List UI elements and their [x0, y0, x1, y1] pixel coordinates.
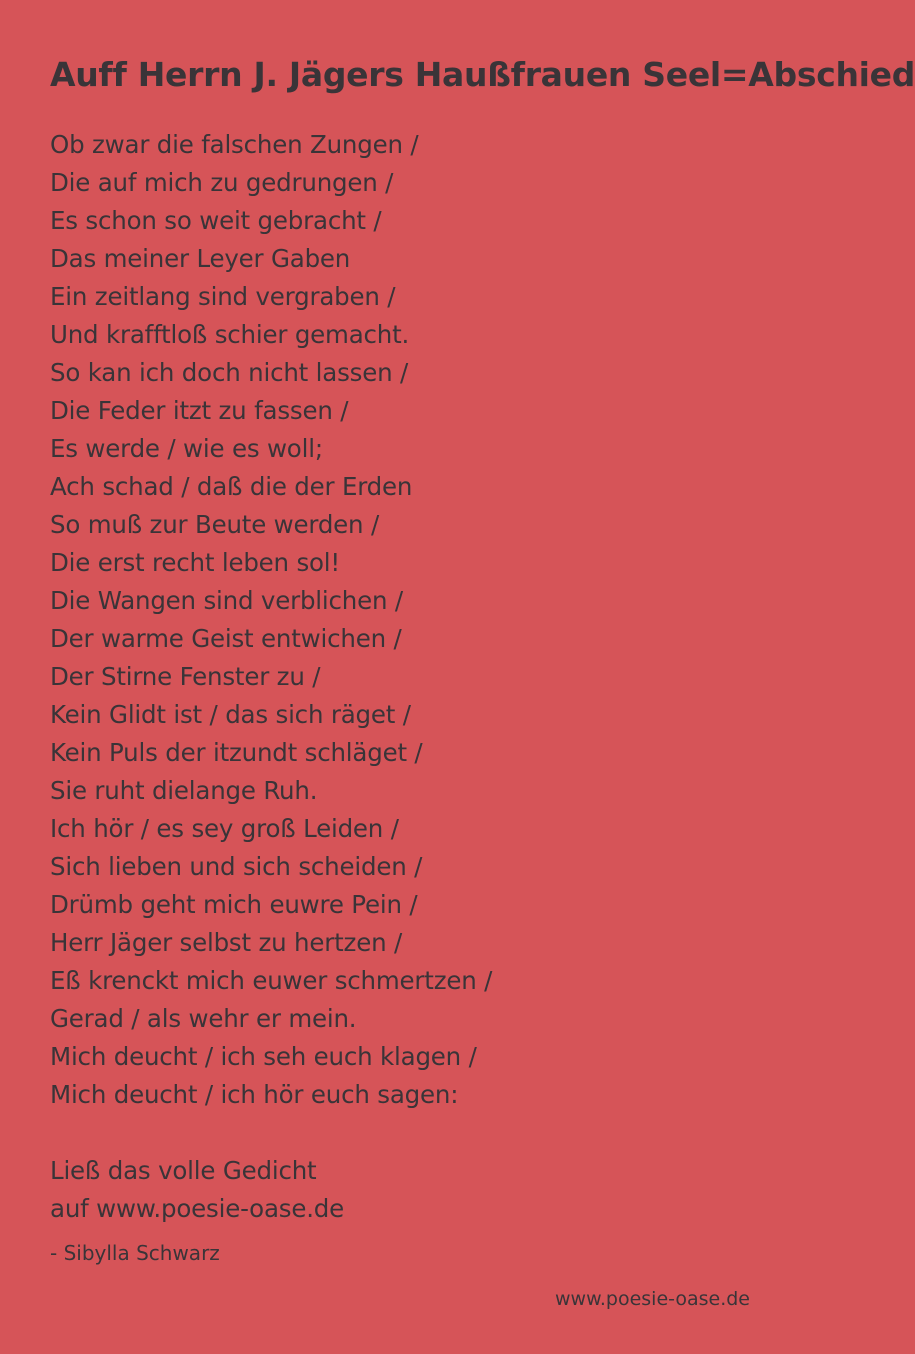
- poem-line: Die erst recht leben sol!: [50, 548, 341, 577]
- poem-line: Ob zwar die falschen Zungen /: [50, 130, 419, 159]
- poem-line: Eß krenckt mich euwer schmertzen /: [50, 966, 493, 995]
- poem-line: Die Wangen sind verblichen /: [50, 586, 403, 615]
- author-credit: - Sibylla Schwarz: [50, 1241, 220, 1265]
- poem-line: Der warme Geist entwichen /: [50, 624, 402, 653]
- poem-line: Ach schad / daß die der Erden: [50, 472, 413, 501]
- poem-line: Ein zeitlang sind vergraben /: [50, 282, 396, 311]
- poem-line: Sich lieben und sich scheiden /: [50, 852, 423, 881]
- poem-line: Mich deucht / ich hör euch sagen:: [50, 1080, 459, 1109]
- poem-line: Kein Puls der itzundt schläget /: [50, 738, 423, 767]
- site-watermark: www.poesie-oase.de: [554, 1288, 750, 1310]
- poem-line: Der Stirne Fenster zu /: [50, 662, 321, 691]
- poem-line: Es schon so weit gebracht /: [50, 206, 382, 235]
- cta-link-text: auf www.poesie-oase.de: [50, 1194, 345, 1223]
- poem-line: So muß zur Beute werden /: [50, 510, 380, 539]
- poem-line: Gerad / als wehr er mein.: [50, 1004, 357, 1033]
- cta-line: Ließ das volle Gedicht: [50, 1156, 317, 1185]
- poem-line: Das meiner Leyer Gaben: [50, 244, 351, 273]
- poem-line: Die auf mich zu gedrungen /: [50, 168, 394, 197]
- poem-title: Auff Herrn J. Jägers Haußfrauen Seel=Abschied: [50, 55, 915, 94]
- poem-body: [50, 126, 492, 1114]
- poem-line: Sie ruht dielange Ruh.: [50, 776, 318, 805]
- poem-line: Die Feder itzt zu fassen /: [50, 396, 349, 425]
- poem-line: Drümb geht mich euwre Pein /: [50, 890, 418, 919]
- poem-line: So kan ich doch nicht lassen /: [50, 358, 409, 387]
- poem-line: Kein Glidt ist / das sich räget /: [50, 700, 411, 729]
- poem-line: Ich hör / es sey groß Leiden /: [50, 814, 399, 843]
- poem-line: Und krafftloß schier gemacht.: [50, 320, 410, 349]
- read-full-poem-note: [50, 1152, 344, 1228]
- poem-line: Mich deucht / ich seh euch klagen /: [50, 1042, 477, 1071]
- poem-line: Es werde / wie es woll;: [50, 434, 323, 463]
- poem-line: Herr Jäger selbst zu hertzen /: [50, 928, 403, 957]
